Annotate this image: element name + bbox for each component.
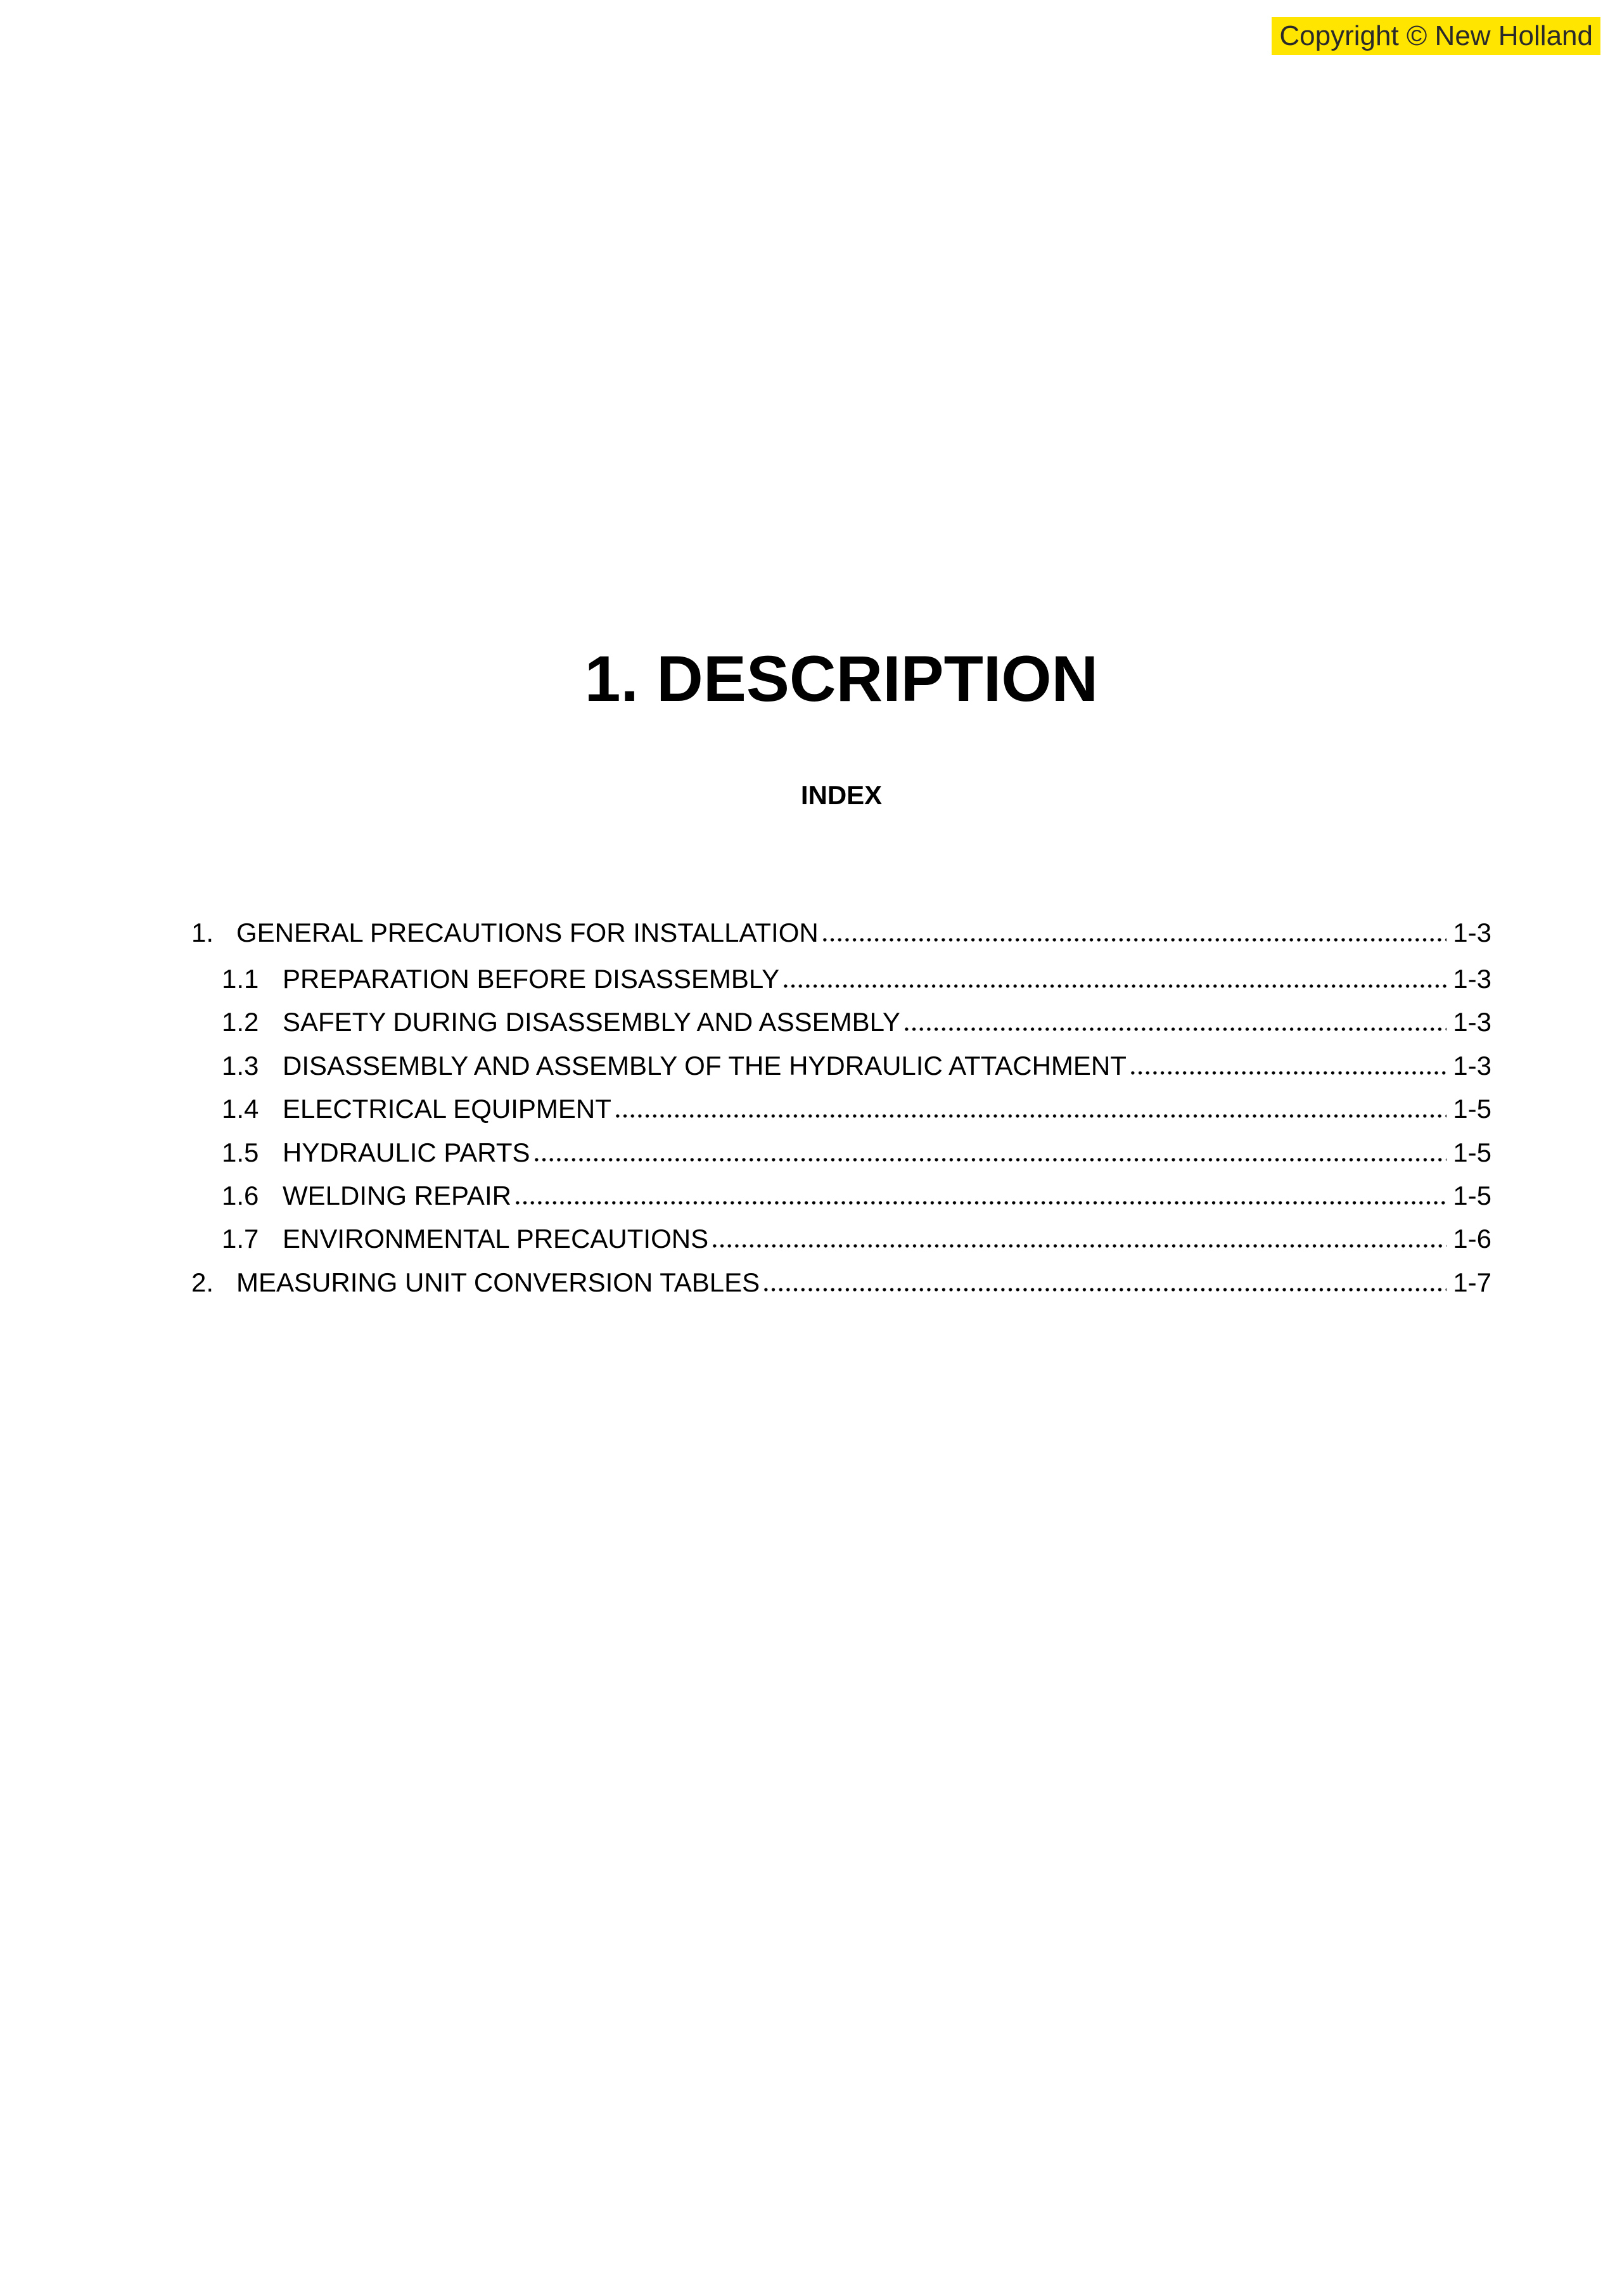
index-heading: INDEX (800, 780, 883, 810)
toc-entry-number: 1. (191, 918, 214, 947)
toc-entry-number: 1.4 (222, 1094, 259, 1124)
dot-leader (821, 911, 1447, 954)
toc-entry-page: 1-7 (1453, 1267, 1491, 1297)
dot-leader (533, 1131, 1447, 1174)
toc-entry-label: DISASSEMBLY AND ASSEMBLY OF THE HYDRAULIC ATTACHMENT (283, 1050, 1127, 1081)
dot-leader (614, 1087, 1446, 1131)
dot-leader (1129, 1044, 1446, 1087)
toc-entry-hydraulic-attachment[interactable] (191, 1044, 1491, 1087)
toc-entry-hydraulic-parts[interactable] (191, 1131, 1491, 1174)
toc-entry-safety-during-disassembly[interactable] (191, 1001, 1491, 1044)
toc-entry-number: 1.2 (222, 1007, 259, 1037)
toc-entry-label: GENERAL PRECAUTIONS FOR INSTALLATION (236, 918, 819, 947)
toc-entry-welding-repair[interactable] (191, 1174, 1491, 1217)
dot-leader (903, 1001, 1446, 1044)
toc-entry-page: 1-5 (1453, 1094, 1491, 1124)
toc-entry-page: 1-5 (1453, 1137, 1491, 1167)
toc-entry-label: PREPARATION BEFORE DISASSEMBLY (283, 963, 780, 994)
toc-entry-general-precautions[interactable] (191, 911, 1491, 954)
dot-leader (762, 1261, 1446, 1304)
toc-entry-electrical-equipment[interactable] (191, 1087, 1491, 1131)
toc-entry-page: 1-6 (1453, 1224, 1491, 1254)
toc-entry-page: 1-3 (1453, 963, 1491, 994)
toc-entry-label: ENVIRONMENTAL PRECAUTIONS (283, 1224, 709, 1254)
toc-entry-number: 1.5 (222, 1137, 259, 1167)
toc-entry-measuring-unit-conversion[interactable] (191, 1261, 1491, 1304)
toc-entry-page: 1-3 (1453, 1007, 1491, 1037)
toc-entry-number: 1.3 (222, 1050, 259, 1081)
toc-entry-page: 1-3 (1453, 918, 1491, 947)
toc-entry-label: HYDRAULIC PARTS (283, 1137, 530, 1167)
toc-entry-label: MEASURING UNIT CONVERSION TABLES (236, 1267, 760, 1297)
toc-entry-number: 1.1 (222, 963, 259, 994)
copyright-badge: Copyright © New Holland (1272, 17, 1600, 55)
dot-leader (782, 958, 1446, 1001)
toc-entry-page: 1-5 (1453, 1180, 1491, 1210)
page-title: 1. DESCRIPTION (584, 643, 1099, 715)
toc-entry-preparation-before-disassembly[interactable] (191, 958, 1491, 1001)
toc-entry-number: 2. (191, 1267, 214, 1297)
toc-entry-page: 1-3 (1453, 1050, 1491, 1081)
dot-leader (514, 1174, 1446, 1217)
toc-entry-label: WELDING REPAIR (283, 1180, 511, 1210)
table-of-contents (191, 911, 1491, 1304)
toc-entry-label: SAFETY DURING DISASSEMBLY AND ASSEMBLY (283, 1007, 900, 1037)
toc-entry-number: 1.6 (222, 1180, 259, 1210)
toc-entry-environmental-precautions[interactable] (191, 1217, 1491, 1260)
dot-leader (711, 1217, 1446, 1260)
toc-entry-number: 1.7 (222, 1224, 259, 1254)
toc-entry-label: ELECTRICAL EQUIPMENT (283, 1094, 611, 1124)
